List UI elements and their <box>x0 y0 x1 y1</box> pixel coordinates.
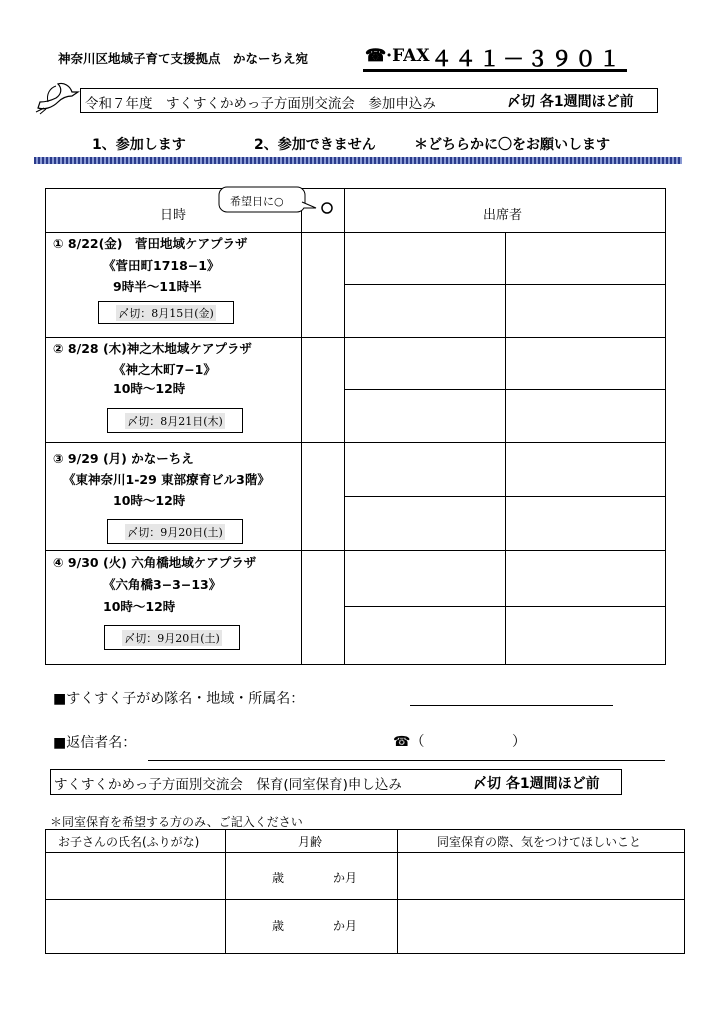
row1-age-years[interactable]: 歳 <box>272 871 285 885</box>
session2-line2: 《神之木町7−1》 <box>113 362 216 377</box>
form-title: 令和７年度 すくすくかめっ子方面別交流会 参加申込み <box>85 96 436 112</box>
session3-deadline: 〆切：9月20日(土) <box>107 519 243 544</box>
session4-line2: 《六角橋3−3−13》 <box>103 577 222 592</box>
option-attend[interactable]: 1、参加します <box>92 137 186 153</box>
session2-line1: ② 8/28 (木)神之木地域ケアプラザ <box>53 341 252 356</box>
phone-fax-number: ４４１－３９０１ <box>431 47 623 71</box>
session4-line1: ④ 9/30 (火) 六角橋地域ケアプラザ <box>53 555 257 570</box>
phone-fax-box <box>363 44 627 72</box>
row2-age-years[interactable]: 歳 <box>272 919 285 933</box>
childcare-bar <box>50 769 622 795</box>
session1-line1: ① 8/22(金) 菅田地域ケアプラザ <box>53 236 248 251</box>
session2-line3: 10時～12時 <box>113 381 186 396</box>
session4-deadline: 〆切：9月20日(土) <box>104 625 240 650</box>
col-age: 月齢 <box>298 835 323 849</box>
col-date-header: 日時 <box>160 208 187 223</box>
replier-input-line[interactable] <box>148 760 665 761</box>
session1-deadline: 〆切：8月15日(金) <box>98 301 234 324</box>
childcare-note: ＊同室保育を希望する方のみ、ご記入ください <box>50 815 303 829</box>
phone-close: ） <box>512 734 526 750</box>
childcare-title: すくすくかめっ子方面別交流会 保育(同室保育)申し込み <box>54 777 402 793</box>
session3-line3: 10時～12時 <box>113 493 186 508</box>
phone-open: ☎（ <box>393 734 425 750</box>
dove-icon <box>34 80 80 116</box>
col-notes: 同室保育の際、気をつけてほしいこと <box>437 835 642 849</box>
option-decline[interactable]: 2、参加できません <box>254 137 376 153</box>
session1-line3: 9時半～11時半 <box>113 279 202 294</box>
team-input-line[interactable] <box>410 705 613 706</box>
session2-deadline: 〆切：8月21日(木) <box>107 408 243 433</box>
divider <box>34 157 682 164</box>
bubble-text: 希望日に○ <box>230 195 284 208</box>
session3-line2: 《東神奈川1-29 東部療育ビル3階》 <box>63 472 270 487</box>
childcare-deadline: 〆切 各1週間ほど前 <box>473 776 600 792</box>
row1-age-months[interactable]: か月 <box>333 871 358 885</box>
row2-age-months[interactable]: か月 <box>333 919 358 933</box>
session4-line3: 10時～12時 <box>103 599 176 614</box>
team-label: ■すくすく子がめ隊名・地域・所属名： <box>53 691 305 707</box>
title-deadline: 〆切 各1週間ほど前 <box>507 94 634 110</box>
col-child-name: お子さんの氏名(ふりがな) <box>58 835 200 849</box>
col-attendees-header: 出席者 <box>483 208 523 223</box>
replier-label: ■返信者名： <box>53 735 137 751</box>
session1-line2: 《菅田町1718−1》 <box>103 258 220 273</box>
title-bar <box>80 88 658 113</box>
option-note: ＊どちらかに〇をお願いします <box>414 137 610 153</box>
phone-fax-prefix: ☎·FAX <box>365 46 430 66</box>
recipient: 神奈川区地域子育て支援拠点 かなーちえ宛 <box>58 51 309 66</box>
session3-line1: ③ 9/29 (月) かなーちえ <box>53 451 194 466</box>
